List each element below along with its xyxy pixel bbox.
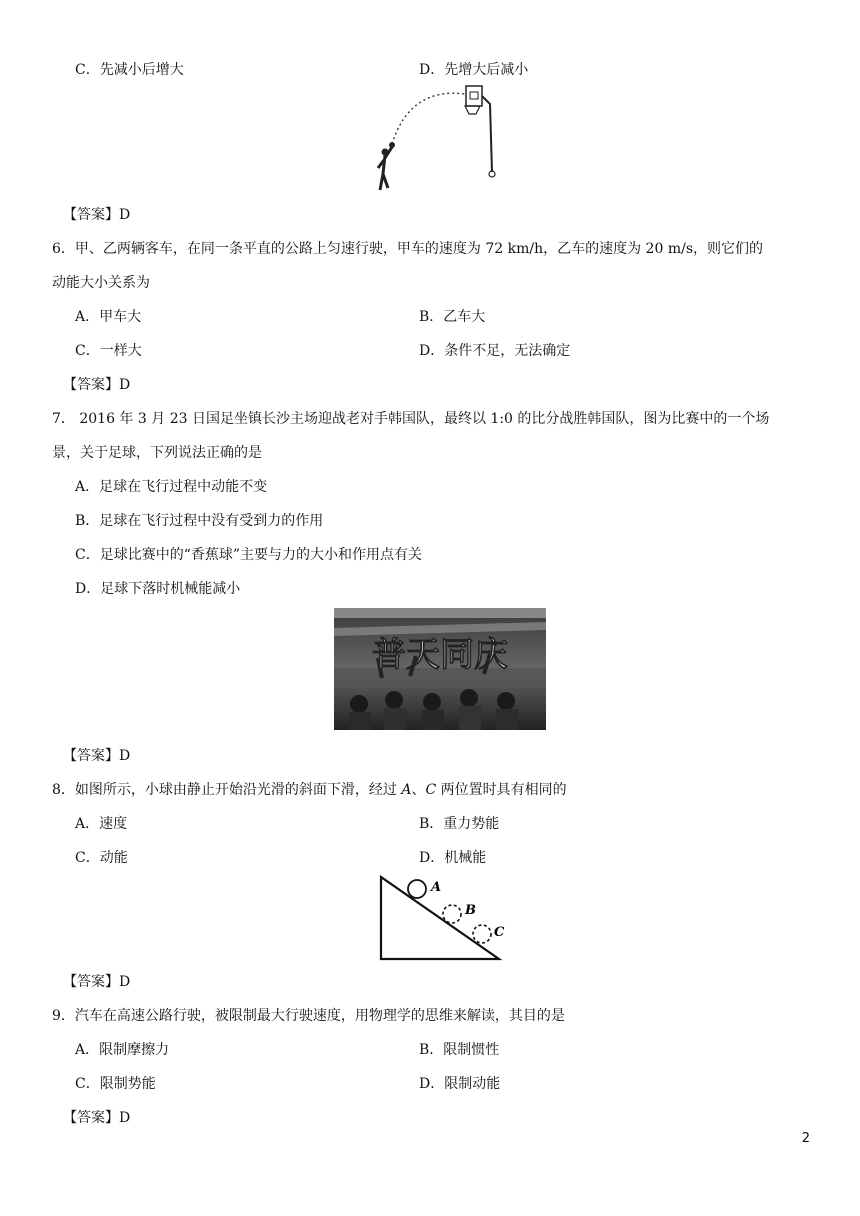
q9-answer: 【答案】D [63, 1110, 131, 1126]
q6-option-a: A．甲车大 [75, 309, 142, 325]
q9-option-c: C．限制势能 [75, 1076, 156, 1092]
label-b: B [465, 903, 476, 918]
photo-caption-text: 普天同庆 [372, 635, 508, 675]
q6-option-c: C．一样大 [75, 343, 142, 359]
q9-option-b: B．限制惯性 [419, 1042, 500, 1058]
q7-option-c: C．足球比赛中的“香蕉球”主要与力的大小和作用点有关 [75, 547, 423, 563]
basketball-shot-figure [370, 82, 510, 194]
q8-option-a: A．速度 [75, 816, 128, 832]
q5-answer: 【答案】D [63, 207, 131, 223]
q8-option-c: C．动能 [75, 850, 128, 866]
q8-option-b: B．重力势能 [419, 816, 500, 832]
q7-answer: 【答案】D [63, 748, 131, 764]
q5-option-c: C．先减小后增大 [75, 62, 184, 78]
q6-answer: 【答案】D [63, 377, 131, 393]
q8-option-d: D．机械能 [419, 850, 487, 866]
q6-stem-line2: 动能大小关系为 [52, 275, 150, 291]
q9-option-a: A．限制摩擦力 [75, 1042, 170, 1058]
football-celebration-photo [334, 608, 546, 730]
label-a: A [431, 880, 442, 895]
q5-option-d: D．先增大后减小 [419, 62, 529, 78]
q6-option-d: D．条件不足，无法确定 [419, 343, 571, 359]
page-number: 2 [801, 1131, 810, 1146]
q6-option-b: B．乙车大 [419, 309, 486, 325]
label-c: C [494, 925, 505, 940]
q7-option-d: D．足球下落时机械能减小 [75, 581, 241, 597]
q7-stem-line2: 景，关于足球，下列说法正确的是 [52, 445, 262, 461]
incline-figure [375, 873, 510, 963]
q6-stem-line1: 6．甲、乙两辆客车，在同一条平直的公路上匀速行驶，甲车的速度为 72 km/h，乙车的速度为 20 m/s，则它们的 [52, 241, 764, 257]
q9-option-d: D．限制动能 [419, 1076, 501, 1092]
q9-stem: 9．汽车在高速公路行驶，被限制最大行驶速度，用物理学的思维来解读，其目的是 [52, 1008, 565, 1024]
q7-option-b: B．足球在飞行过程中没有受到力的作用 [75, 513, 324, 529]
q8-answer: 【答案】D [63, 974, 131, 990]
q7-option-a: A．足球在飞行过程中动能不变 [75, 479, 268, 495]
q8-stem: 8．如图所示，小球由静止开始沿光滑的斜面下滑，经过 A、C 两位置时具有相同的 [52, 782, 567, 798]
q7-stem-line1: 7． 2016 年 3 月 23 日国足坐镇长沙主场迎战老对手韩国队，最终以 1:0 的比分战胜韩国队，图为比赛中的一个场 [52, 411, 770, 427]
